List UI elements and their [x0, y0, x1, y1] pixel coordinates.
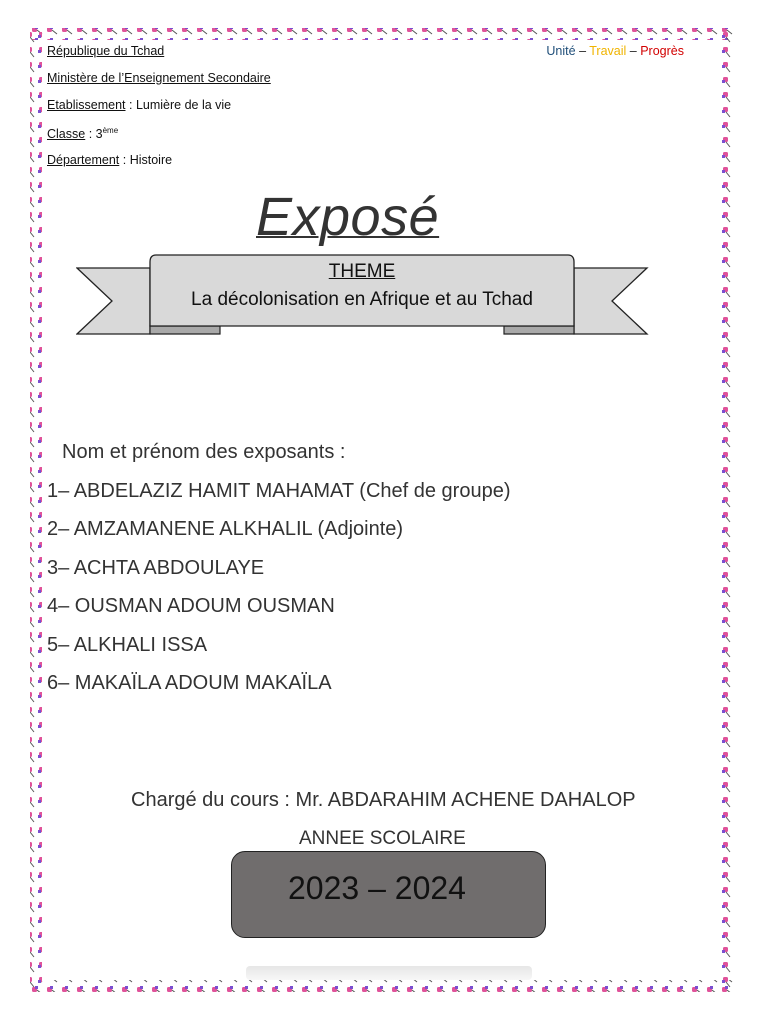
member-item: 2– AMZAMANENE ALKHALIL (Adjointe) — [47, 518, 404, 540]
page-title: Exposé — [256, 187, 440, 247]
school-value: : Lumière de la vie — [129, 98, 232, 112]
ministry-label: Ministère de l’Enseignement Secondaire — [47, 71, 271, 85]
motto-travail: Travail — [589, 44, 627, 58]
department-line — [47, 153, 172, 167]
motto-unite: Unité — [546, 44, 576, 58]
motto-sep-2: – — [626, 44, 641, 58]
members-heading: Nom et prénom des exposants : — [62, 441, 346, 463]
motto-progres: Progrès — [640, 44, 684, 58]
national-motto — [546, 44, 684, 58]
school-line — [47, 98, 231, 112]
member-item: 1– ABDELAZIZ HAMIT MAHAMAT (Chef de groupe) — [47, 480, 511, 502]
school-year-box — [231, 851, 546, 938]
member-item: 4– OUSMAN ADOUM OUSMAN — [47, 595, 335, 617]
class-value: : 3 — [88, 127, 103, 142]
theme-label: THEME — [328, 261, 396, 282]
school-label: Etablissement — [47, 98, 126, 112]
motto-sep-1: – — [575, 44, 590, 58]
theme-text: La décolonisation en Afrique et au Tchad — [191, 289, 533, 310]
school-year-value: 2023 – 2024 — [288, 870, 466, 906]
department-value: : Histoire — [122, 153, 173, 167]
class-label: Classe — [47, 127, 86, 142]
member-item: 5– ALKHALI ISSA — [47, 634, 208, 656]
school-year-label: ANNEE SCOLAIRE — [299, 828, 466, 849]
member-item: 3– ACHTA ABDOULAYE — [47, 557, 265, 579]
shadow-bar — [246, 966, 532, 980]
member-item: 6– MAKAÏLA ADOUM MAKAÏLA — [47, 672, 332, 694]
class-line — [47, 126, 118, 141]
republic-label: République du Tchad — [47, 44, 165, 58]
teacher-line: Chargé du cours : Mr. ABDARAHIM ACHENE DAHALOP — [131, 789, 636, 811]
class-sup: ème — [102, 126, 119, 135]
department-label: Département — [47, 153, 120, 167]
